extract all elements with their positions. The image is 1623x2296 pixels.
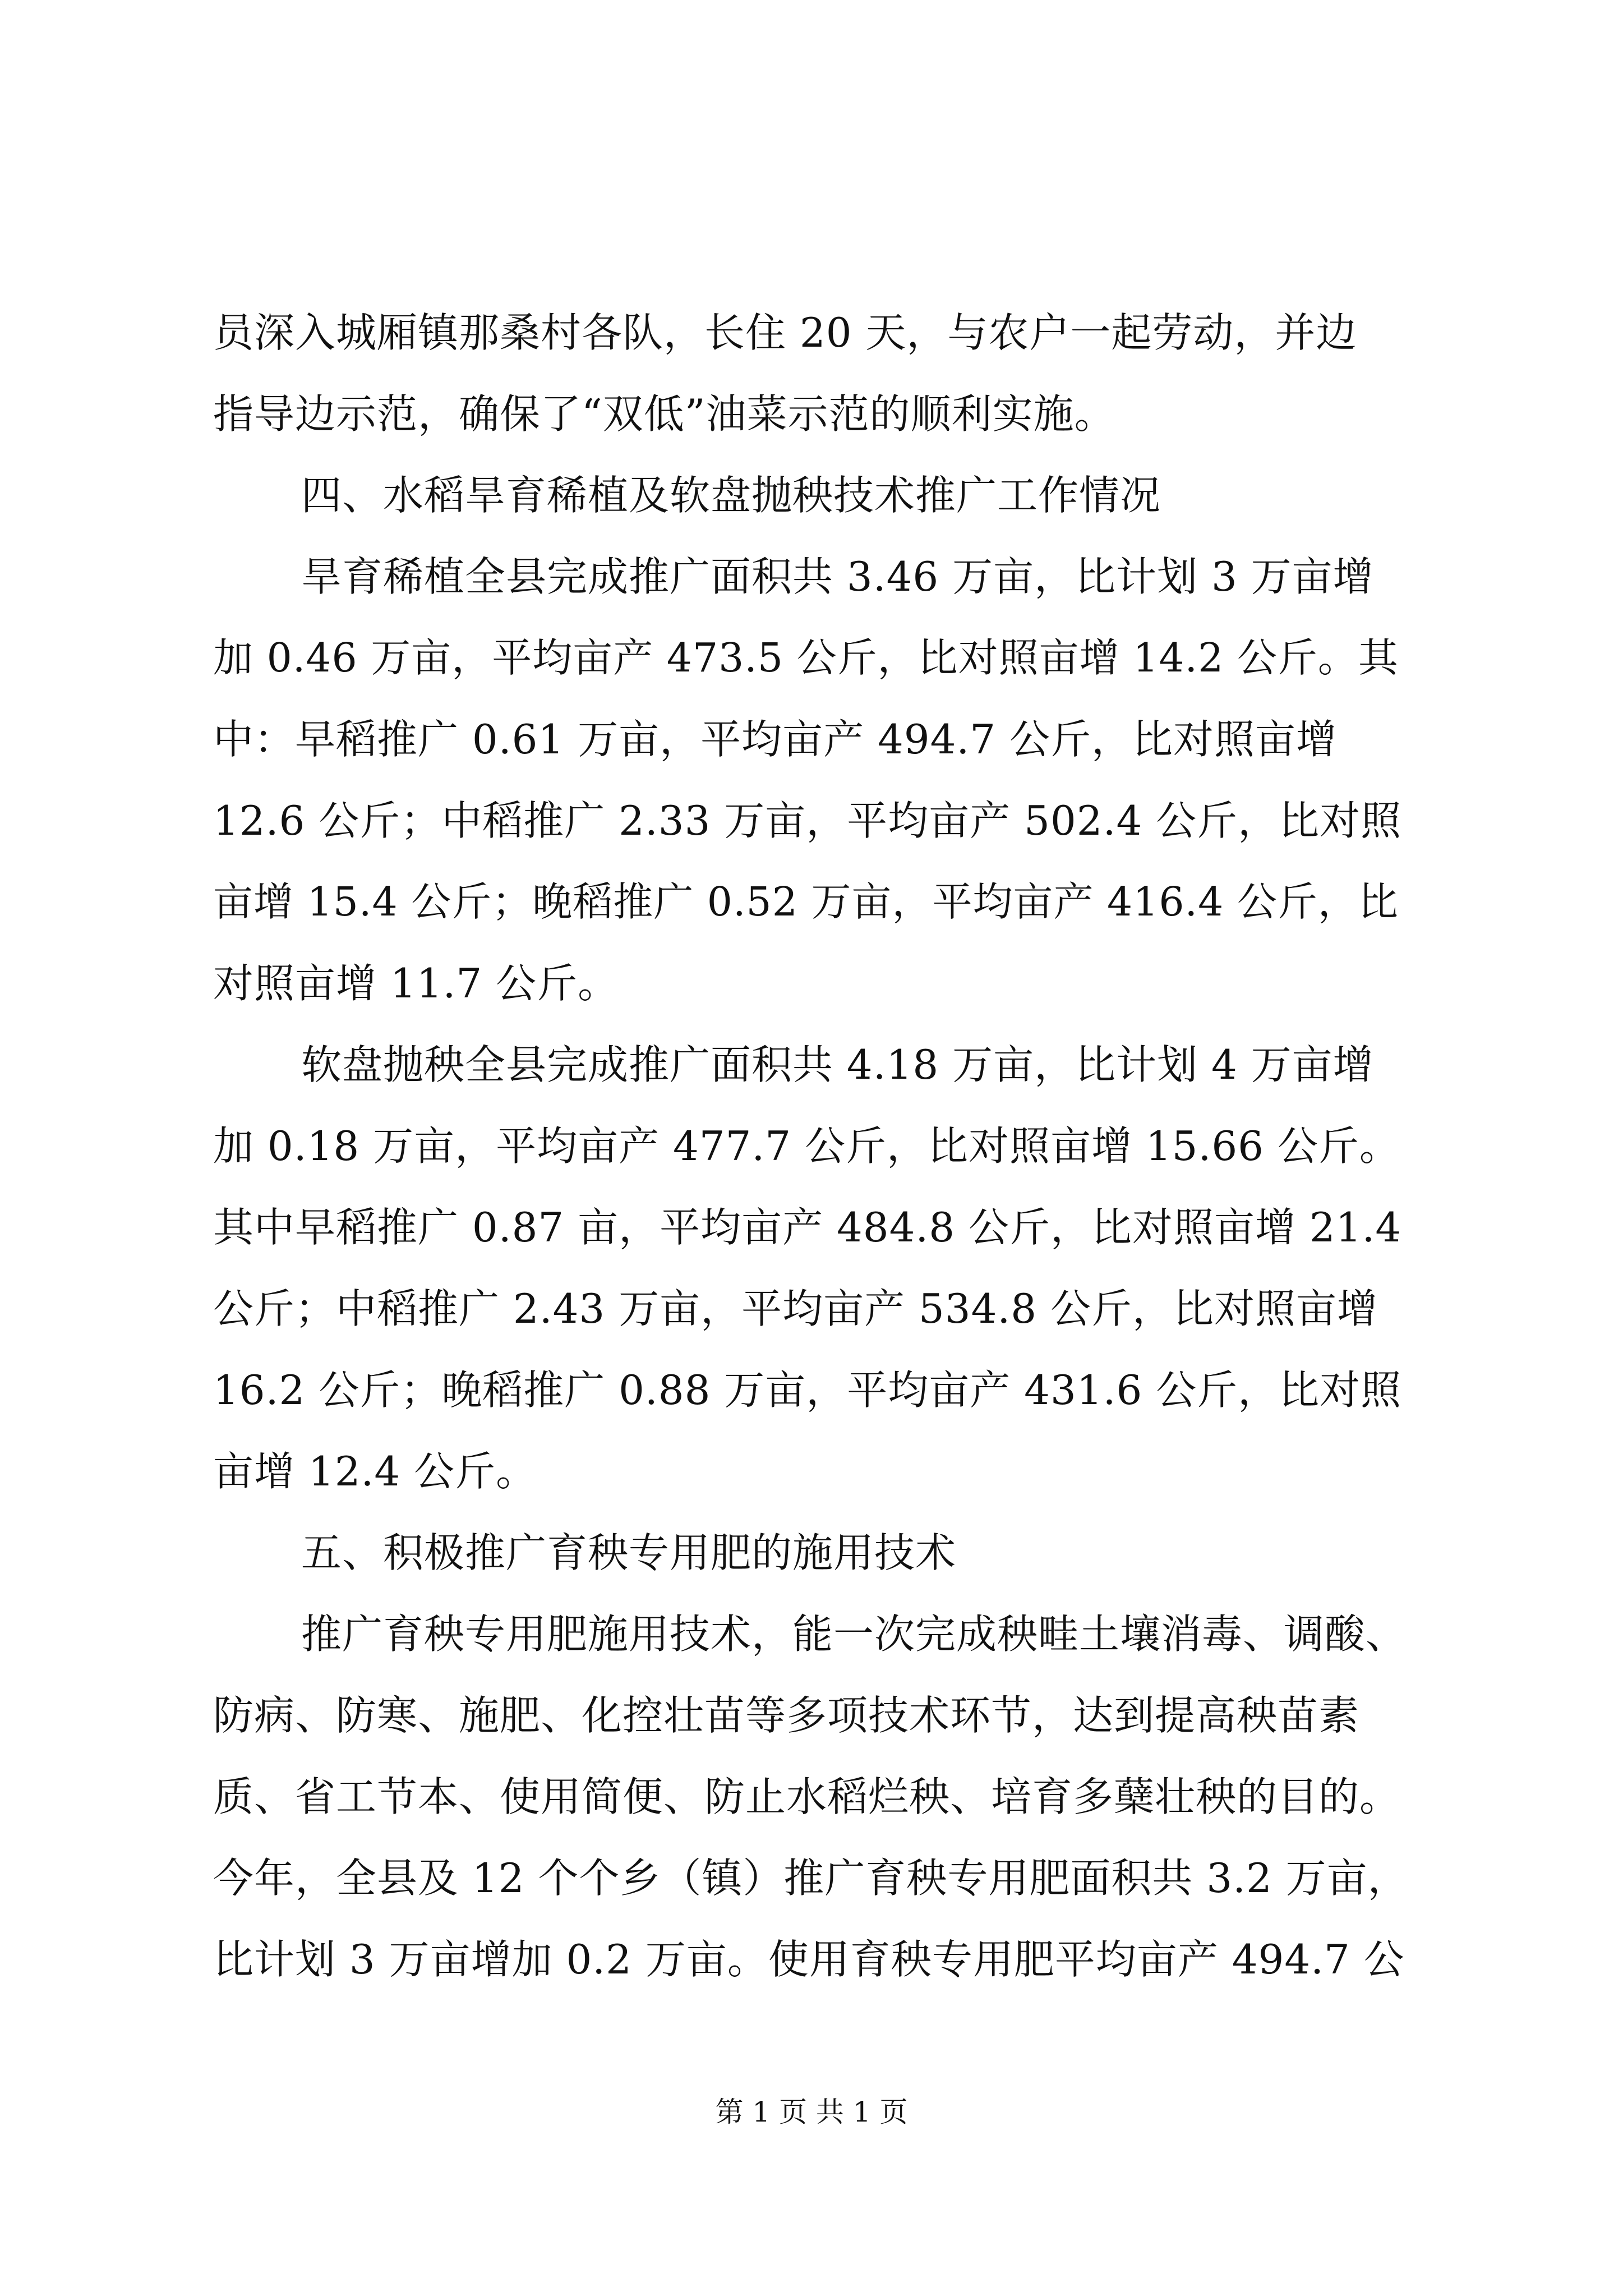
text-line: 亩增 12.4 公斤。 [213,1448,537,1495]
section-heading: 四、水稻旱育稀植及软盘抛秧技术推广工作情况 [301,472,1161,519]
text-line: 指导边示范，确保了“双低”油菜示范的顺利实施。 [213,390,1115,438]
text-line: 员深入城厢镇那桑村各队，长住 20 天，与农户一起劳动，并边 [213,309,1357,356]
text-line: 亩增 15.4 公斤；晚稻推广 0.52 万亩，平均亩产 416.4 公斤，比 [213,878,1399,925]
text-line: 软盘抛秧全县完成推广面积共 4.18 万亩，比计划 4 万亩增 [301,1041,1374,1088]
text-line: 12.6 公斤；中稻推广 2.33 万亩，平均亩产 502.4 公斤，比对照 [213,797,1402,844]
text-line: 16.2 公斤；晚稻推广 0.88 万亩，平均亩产 431.6 公斤，比对照 [213,1366,1402,1414]
text-line: 质、省工节本、使用简便、防止水稻烂秧、培育多蘖壮秧的目的。 [213,1773,1401,1820]
text-line: 防病、防寒、施肥、化控壮苗等多项技术环节，达到提高秧苗素 [213,1692,1360,1739]
text-line: 其中早稻推广 0.87 亩，平均亩产 484.8 公斤，比对照亩增 21.4 [213,1204,1402,1251]
text-line: 对照亩增 11.7 公斤。 [213,960,619,1007]
text-line: 加 0.18 万亩，平均亩产 477.7 公斤，比对照亩增 15.66 公斤。 [213,1122,1400,1170]
text-line: 今年，全县及 12 个个乡（镇）推广育秧专用肥面积共 3.2 万亩， [213,1855,1409,1902]
text-line: 推广育秧专用肥施用技术，能一次完成秧畦土壤消毒、调酸、 [301,1611,1407,1658]
page-number-footer: 第 1 页 共 1 页 [715,2096,908,2128]
text-line: 比计划 3 万亩增加 0.2 万亩。使用育秧专用肥平均亩产 494.7 公 [213,1936,1405,1983]
section-heading: 五、积极推广育秧专用肥的施用技术 [301,1529,957,1576]
text-line: 中：早稻推广 0.61 万亩，平均亩产 494.7 公斤，比对照亩增 [213,716,1337,763]
text-line: 公斤；中稻推广 2.43 万亩，平均亩产 534.8 公斤，比对照亩增 [213,1285,1378,1332]
text-line: 加 0.46 万亩，平均亩产 473.5 公斤，比对照亩增 14.2 公斤。其 [213,634,1399,681]
text-line: 旱育稀植全县完成推广面积共 3.46 万亩，比计划 3 万亩增 [301,553,1374,600]
